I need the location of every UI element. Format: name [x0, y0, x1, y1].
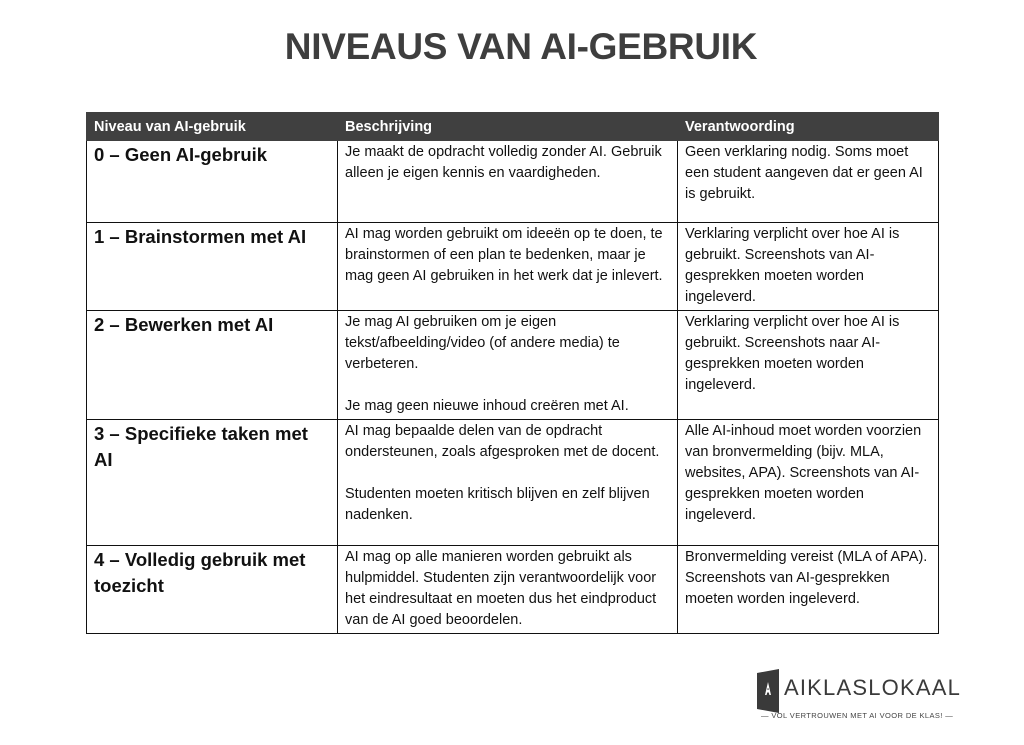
description-text: Je maakt de opdracht volledig zonder AI. Gebruik alleen je eigen kennis en vaardigheden. [345, 144, 662, 181]
column-header-level: Niveau van AI-gebruik [87, 113, 338, 141]
logo-wordmark: AIKLASLOKAAL [784, 675, 962, 700]
justification-cell: Verklaring verplicht over hoe AI is gebruikt. Screenshots naar AI-gesprekken moeten worden ingeleverd. [678, 311, 939, 420]
description-cell [338, 223, 678, 311]
table-row [87, 223, 939, 311]
logo-mark-icon [757, 669, 781, 713]
description-text: AI mag bepaalde delen van de opdracht ondersteunen, zoals afgesproken met de docent. [345, 423, 660, 460]
justification-cell: Alle AI-inhoud moet worden voorzien van bronvermelding (bijv. MLA, websites, APA). Screenshots van AI-gesprekken moeten worden ingeleverd. [678, 420, 939, 546]
table-row [87, 311, 939, 420]
logo-tagline: — VOL VERTROUWEN MET AI VOOR DE KLAS! — [761, 711, 954, 720]
level-cell: 2 – Bewerken met AI [87, 311, 338, 420]
description-cell [338, 311, 678, 420]
table-row [87, 546, 939, 634]
justification-cell: Geen verklaring nodig. Soms moet een student aangeven dat er geen AI is gebruikt. [678, 141, 939, 223]
table-row [87, 420, 939, 546]
aiklaslokaal-logo [757, 669, 962, 725]
description-cell [338, 420, 678, 546]
description-text: AI mag worden gebruikt om ideeën op te doen, te brainstormen of een plan te bedenken, maar je mag geen AI gebruiken in het werk dat je inlevert. [345, 226, 663, 284]
description-cell [338, 141, 678, 223]
justification-cell: Bronvermelding vereist (MLA of APA). Screenshots van AI-gesprekken moeten worden ingeleverd. [678, 546, 939, 634]
description-text: Je mag geen nieuwe inhoud creëren met AI. [345, 398, 629, 414]
level-cell: 3 – Specifieke taken met AI [87, 420, 338, 546]
description-text: Je mag AI gebruiken om je eigen tekst/afbeelding/video (of andere media) te verbeteren. [345, 314, 620, 372]
justification-cell: Verklaring verplicht over hoe AI is gebruikt. Screenshots van AI-gesprekken moeten worden ingeleverd. [678, 223, 939, 311]
level-cell: 0 – Geen AI-gebruik [87, 141, 338, 223]
column-header-justification: Verantwoording [678, 113, 939, 141]
description-text: Studenten moeten kritisch blijven en zelf blijven nadenken. [345, 486, 650, 523]
ai-levels-table [86, 112, 939, 634]
description-cell [338, 546, 678, 634]
level-cell: 1 – Brainstormen met AI [87, 223, 338, 311]
page-title: NIVEAUS VAN AI-GEBRUIK [284, 26, 758, 67]
description-text: AI mag op alle manieren worden gebruikt als hulpmiddel. Studenten zijn verantwoordelijk voor het eindresultaat en moeten dus het eindproduct van de AI goed beoordelen. [345, 549, 657, 628]
table-header-row [87, 113, 939, 141]
level-cell: 4 – Volledig gebruik met toezicht [87, 546, 338, 634]
column-header-description: Beschrijving [338, 113, 678, 141]
table-row [87, 141, 939, 223]
